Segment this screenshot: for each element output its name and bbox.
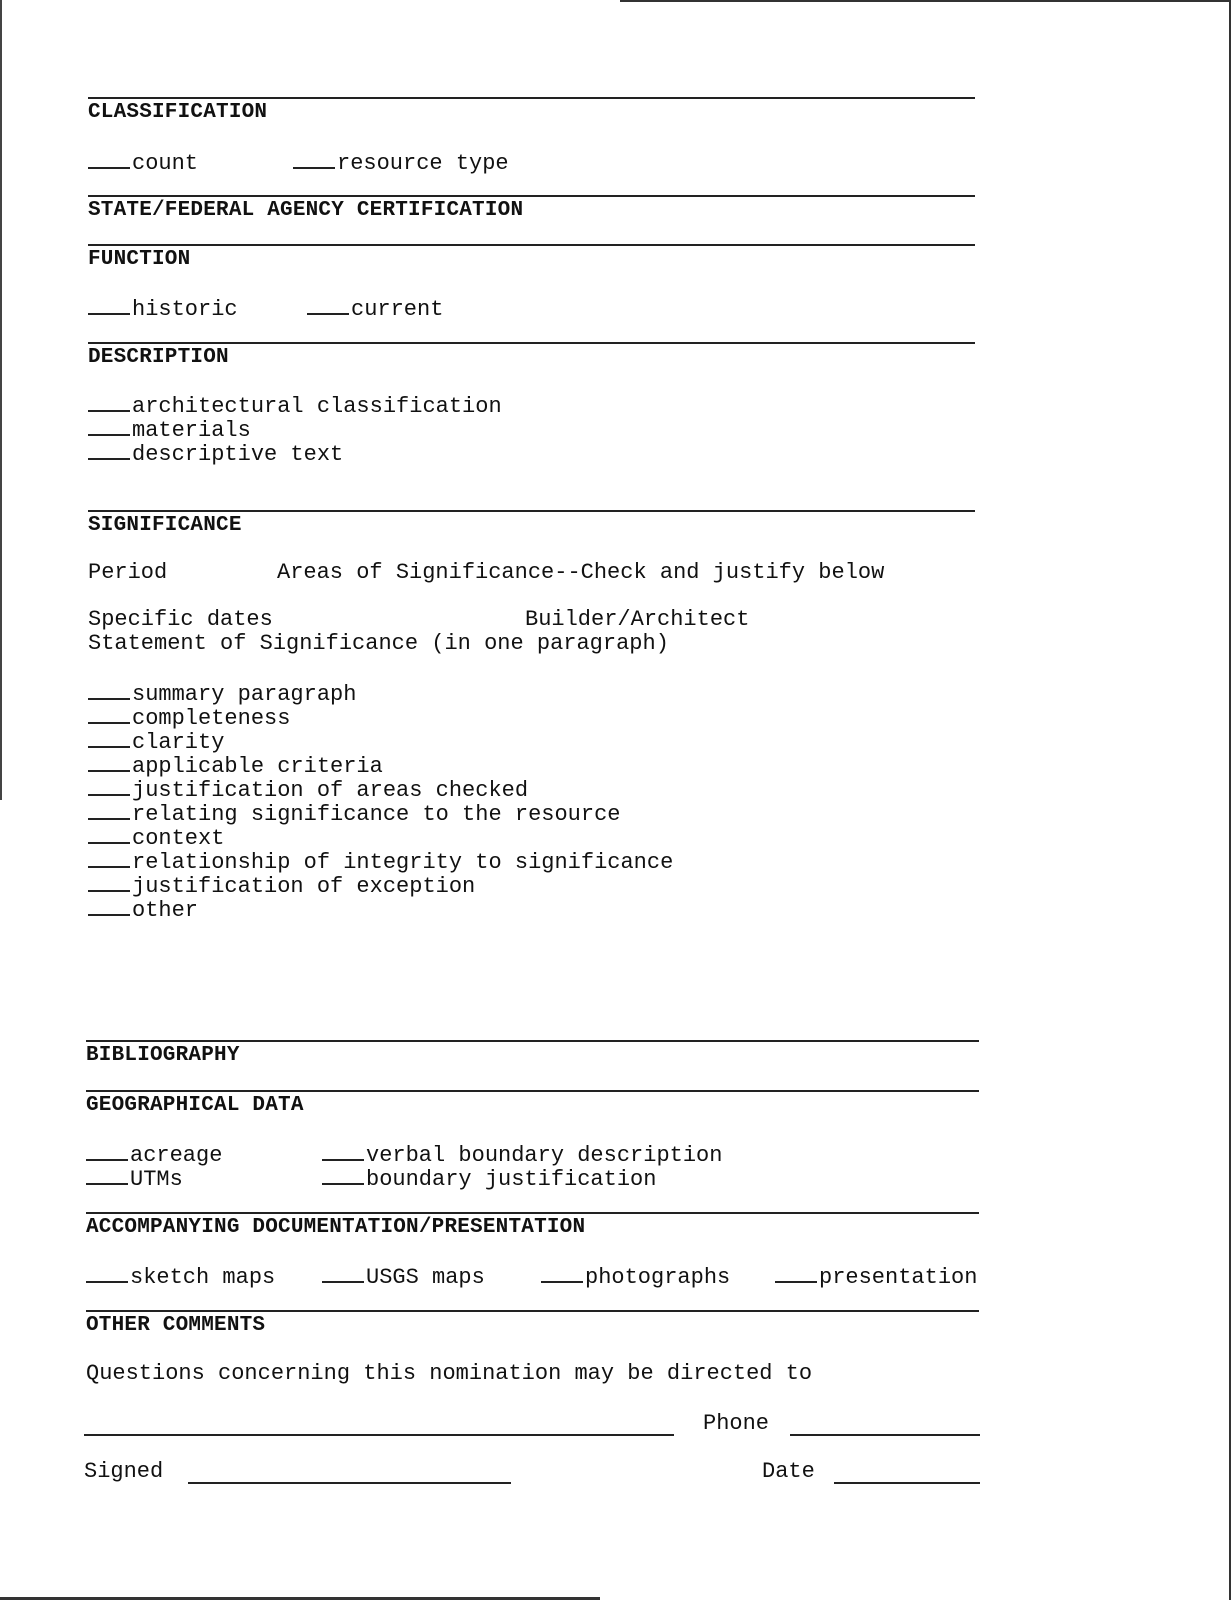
section-divider bbox=[88, 510, 975, 512]
function-current-item[interactable]: current bbox=[307, 295, 443, 322]
certification-title: STATE/FEDERAL AGENCY CERTIFICATION bbox=[88, 199, 524, 222]
checkbox-blank[interactable] bbox=[293, 149, 335, 169]
checkbox-blank[interactable] bbox=[88, 704, 130, 724]
function-title: FUNCTION bbox=[88, 248, 191, 271]
significance-item[interactable]: justification of areas checked bbox=[88, 776, 528, 803]
period-label: Period bbox=[88, 560, 168, 585]
statement-of-significance-label: Statement of Significance (in one paragraph) bbox=[88, 631, 669, 656]
section-divider bbox=[86, 1040, 979, 1042]
description-item[interactable]: materials bbox=[88, 416, 251, 443]
checkbox-blank[interactable] bbox=[88, 872, 130, 892]
significance-item[interactable]: justification of exception bbox=[88, 872, 475, 899]
checkbox-blank[interactable] bbox=[775, 1263, 817, 1283]
description-title: DESCRIPTION bbox=[88, 346, 229, 369]
documentation-title: ACCOMPANYING DOCUMENTATION/PRESENTATION bbox=[86, 1216, 586, 1239]
other-comments-title: OTHER COMMENTS bbox=[86, 1314, 266, 1337]
checkbox-blank[interactable] bbox=[88, 392, 130, 412]
builder-architect-label: Builder/Architect bbox=[525, 607, 750, 632]
significance-item[interactable]: relating significance to the resource bbox=[88, 800, 620, 827]
section-divider bbox=[86, 1090, 979, 1092]
checkbox-blank[interactable] bbox=[86, 1263, 128, 1283]
contact-name-line[interactable] bbox=[84, 1434, 674, 1436]
bibliography-title: BIBLIOGRAPHY bbox=[86, 1044, 240, 1067]
date-label: Date bbox=[762, 1459, 815, 1484]
checkbox-blank[interactable] bbox=[86, 1141, 128, 1161]
checkbox-blank[interactable] bbox=[88, 752, 130, 772]
checkbox-blank[interactable] bbox=[88, 824, 130, 844]
checkbox-blank[interactable] bbox=[88, 896, 130, 916]
geographical-data-title: GEOGRAPHICAL DATA bbox=[86, 1094, 304, 1117]
significance-item[interactable]: summary paragraph bbox=[88, 680, 356, 707]
checkbox-blank[interactable] bbox=[88, 680, 130, 700]
checkbox-blank[interactable] bbox=[88, 776, 130, 796]
date-line[interactable] bbox=[834, 1482, 980, 1484]
geographical-item[interactable]: UTMs bbox=[86, 1165, 183, 1192]
checkbox-blank[interactable] bbox=[88, 149, 130, 169]
checkbox-blank[interactable] bbox=[88, 800, 130, 820]
areas-of-significance-label: Areas of Significance--Check and justify below bbox=[277, 560, 885, 585]
significance-item[interactable]: clarity bbox=[88, 728, 224, 755]
documentation-item[interactable]: presentation bbox=[775, 1263, 977, 1290]
section-divider bbox=[86, 1310, 979, 1312]
significance-item[interactable]: other bbox=[88, 896, 198, 923]
questions-text: Questions concerning this nomination may be directed to bbox=[86, 1361, 813, 1386]
description-item[interactable]: descriptive text bbox=[88, 440, 343, 467]
geographical-item[interactable]: boundary justification bbox=[322, 1165, 656, 1192]
checkbox-blank[interactable] bbox=[322, 1165, 364, 1185]
significance-item[interactable]: relationship of integrity to significance bbox=[88, 848, 673, 875]
documentation-item[interactable]: sketch maps bbox=[86, 1263, 275, 1290]
geographical-item[interactable]: verbal boundary description bbox=[322, 1141, 722, 1168]
signed-label: Signed bbox=[84, 1459, 164, 1484]
classification-title: CLASSIFICATION bbox=[88, 101, 268, 124]
classification-count-item[interactable]: count bbox=[88, 149, 198, 176]
significance-title: SIGNIFICANCE bbox=[88, 514, 242, 537]
checkbox-blank[interactable] bbox=[88, 848, 130, 868]
section-divider bbox=[88, 244, 975, 246]
checkbox-blank[interactable] bbox=[88, 728, 130, 748]
section-divider bbox=[86, 1212, 979, 1214]
checkbox-blank[interactable] bbox=[88, 295, 130, 315]
checkbox-blank[interactable] bbox=[322, 1263, 364, 1283]
classification-resource-type-item[interactable]: resource type bbox=[293, 149, 509, 176]
scan-edge-left bbox=[0, 0, 2, 800]
checkbox-blank[interactable] bbox=[541, 1263, 583, 1283]
documentation-item[interactable]: photographs bbox=[541, 1263, 730, 1290]
section-divider bbox=[88, 195, 975, 197]
section-divider bbox=[88, 97, 975, 99]
checkbox-blank[interactable] bbox=[88, 416, 130, 436]
checkbox-blank[interactable] bbox=[322, 1141, 364, 1161]
signature-line[interactable] bbox=[188, 1482, 511, 1484]
scan-edge-top bbox=[620, 0, 1231, 2]
significance-item[interactable]: applicable criteria bbox=[88, 752, 383, 779]
geographical-item[interactable]: acreage bbox=[86, 1141, 222, 1168]
significance-item[interactable]: context bbox=[88, 824, 224, 851]
phone-label: Phone bbox=[703, 1411, 770, 1436]
checkbox-blank[interactable] bbox=[88, 440, 130, 460]
description-item[interactable]: architectural classification bbox=[88, 392, 502, 419]
phone-line[interactable] bbox=[790, 1434, 980, 1436]
checkbox-blank[interactable] bbox=[307, 295, 349, 315]
function-historic-item[interactable]: historic bbox=[88, 295, 238, 322]
section-divider bbox=[88, 342, 975, 344]
documentation-item[interactable]: USGS maps bbox=[322, 1263, 485, 1290]
checkbox-blank[interactable] bbox=[86, 1165, 128, 1185]
significance-item[interactable]: completeness bbox=[88, 704, 290, 731]
specific-dates-label: Specific dates bbox=[88, 607, 273, 632]
